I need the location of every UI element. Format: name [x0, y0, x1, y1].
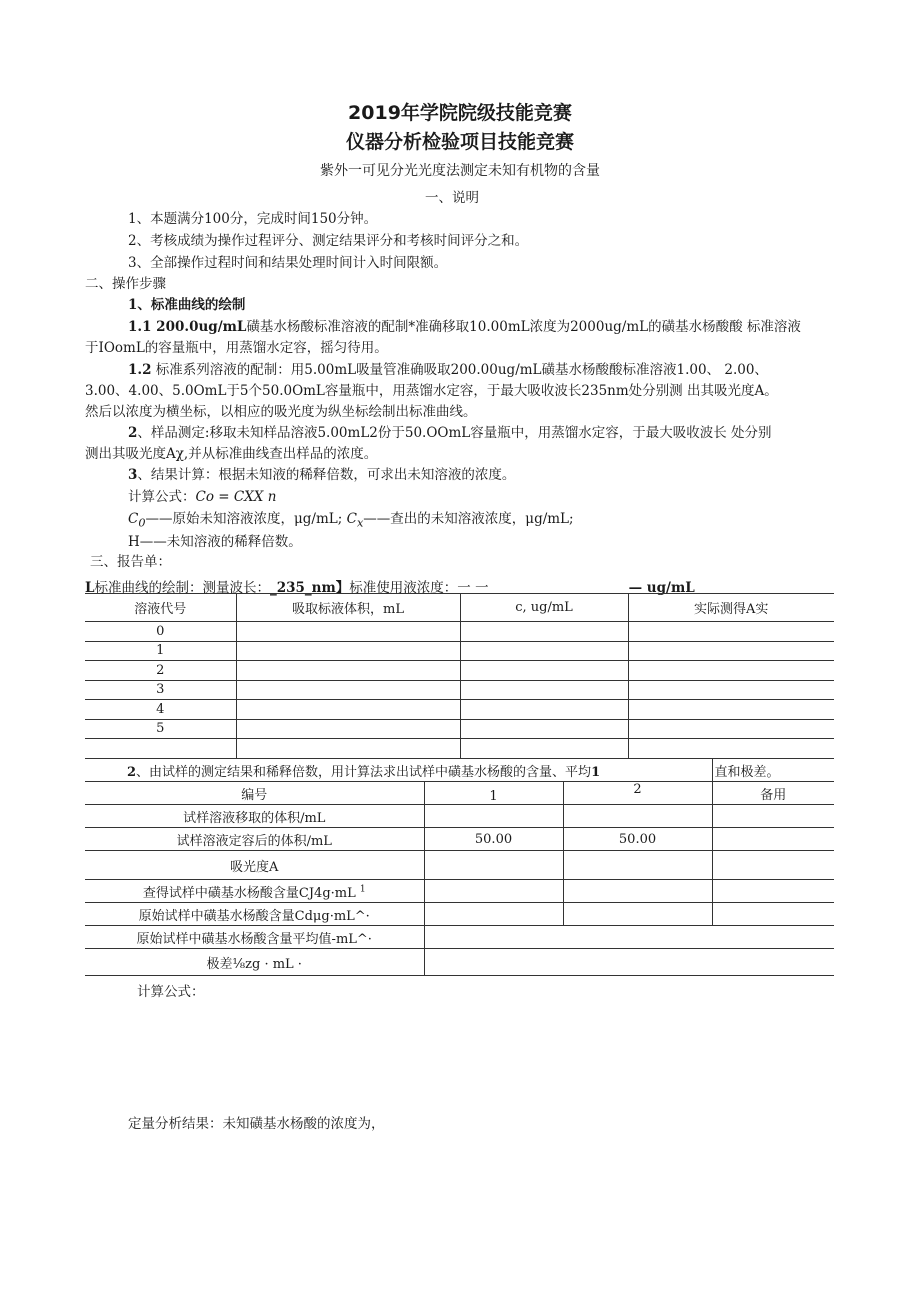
cell-value-1[interactable] — [424, 805, 563, 828]
step12-text: 标准系列溶液的配制：用5.00mL吸量管准确吸取200.00ug/mL磺基水杨酸酸标准溶液1.00、 2.00、 — [151, 362, 768, 378]
caption-row — [85, 759, 834, 782]
section1-heading: 一、说明 — [425, 190, 479, 206]
step3-line1 — [128, 466, 515, 485]
cell-spare[interactable] — [712, 805, 834, 828]
cell-value-2[interactable] — [563, 805, 712, 828]
avg-label: 原始试样中磺基水杨酸含量平均值-mL^· — [85, 926, 424, 949]
cell-absorbance[interactable] — [628, 661, 834, 681]
formula-line — [128, 488, 276, 507]
table-row — [85, 926, 834, 949]
table-row — [85, 680, 834, 700]
step2-text: 、样品测定:移取未知样品溶液5.00mL2份于50.OOmL容量瓶中，用蒸馏水定容，于最大吸收波长 处分别 — [137, 425, 772, 441]
cell-absorbance[interactable] — [628, 680, 834, 700]
def1-symbol: C — [128, 511, 139, 527]
formula-label: 计算公式： — [128, 489, 196, 505]
cell-spare[interactable] — [712, 828, 834, 851]
row-label: 试样溶液移取的体积/mL — [85, 805, 424, 828]
step2-number: 2 — [128, 425, 138, 441]
quantitative-result: 定量分析结果：未知磺基水杨酸的浓度为， — [128, 1116, 385, 1132]
table-row — [85, 739, 834, 759]
cell-value-2[interactable] — [563, 851, 712, 880]
step1-title: 1、标准曲线的绘制 — [128, 297, 246, 313]
cell-concentration[interactable] — [460, 641, 628, 661]
row-label: 吸光度A — [85, 851, 424, 880]
table-row — [85, 949, 834, 976]
table-header-row — [85, 782, 834, 805]
step11-line1 — [128, 318, 801, 337]
calc-formula-label: 计算公式： — [137, 984, 205, 1000]
cell-concentration[interactable] — [460, 661, 628, 681]
step12-number: 1.2 — [128, 362, 152, 378]
table-row — [85, 700, 834, 720]
cell-spare[interactable] — [712, 903, 834, 926]
header-absorbance: 实际测得A实 — [628, 594, 834, 622]
row-code — [85, 739, 236, 759]
main-title: 2019年学院院级技能竞赛 — [348, 102, 572, 124]
row-label: 原始试样中磺基水杨酸含量Cdμg·mL^· — [85, 903, 424, 926]
cell-value-1[interactable] — [424, 880, 563, 903]
row-label-text: 查得试样中磺基水杨酸含量CJ4g·mL — [142, 885, 356, 901]
caption-text: 、由试样的测定结果和稀释倍数，用计算法求出试样中磺基水杨酸的含量、平均 — [136, 764, 592, 780]
cell-value-1[interactable]: 50.00 — [424, 828, 563, 851]
row-code: 3 — [85, 680, 236, 700]
note-item-2: 2、考核成绩为操作过程评分、测定结果评分和考核时间评分之和。 — [128, 233, 529, 249]
step11-number: 1.1 200.0ug/mL — [128, 319, 247, 335]
table-row — [85, 719, 834, 739]
cell-absorbance[interactable] — [628, 719, 834, 739]
cell-absorbance[interactable] — [628, 700, 834, 720]
cell-volume[interactable] — [236, 739, 460, 759]
header-solution-code: 溶液代号 — [85, 594, 236, 622]
cell-spare[interactable] — [712, 880, 834, 903]
cell-volume[interactable] — [236, 719, 460, 739]
section2-heading: 二、操作步骤 — [85, 276, 166, 292]
header-volume: 吸取标液体积，mL — [236, 594, 460, 622]
cell-value-1[interactable] — [424, 903, 563, 926]
step2-line1 — [128, 424, 772, 443]
cell-concentration[interactable] — [460, 739, 628, 759]
header-number: 编号 — [85, 782, 424, 805]
table-row — [85, 805, 834, 828]
table-row — [85, 661, 834, 681]
range-label: 极差⅛zg · mL · — [85, 949, 424, 976]
step12-line3: 然后以浓度为横坐标，以相应的吸光度为纵坐标绘制出标准曲线。 — [85, 404, 477, 420]
definition-line — [128, 510, 574, 533]
cell-concentration[interactable] — [460, 719, 628, 739]
range-value[interactable] — [424, 949, 834, 976]
cell-volume[interactable] — [236, 700, 460, 720]
step12-line2: 3.00、4.00、5.0OmL于5个50.0OmL容量瓶中，用蒸馏水定容，于最大吸收波长235nm处分别测 出其吸光度A。 — [85, 383, 778, 399]
step11-text: 磺基水杨酸标准溶液的配制*准确移取10.00mL浓度为2000ug/mL的磺基水杨酸酸 标准溶液 — [246, 319, 801, 335]
section3-heading: 三、报告单： — [90, 554, 171, 570]
step12-line1 — [128, 361, 768, 380]
caption-bold: 1 — [591, 764, 601, 780]
row-code: 1 — [85, 641, 236, 661]
table-row — [85, 880, 834, 903]
cell-absorbance[interactable] — [628, 739, 834, 759]
row-label — [85, 880, 424, 903]
row-code: 0 — [85, 622, 236, 642]
def1-text: ——原始未知溶液浓度，μg/mL; — [145, 511, 347, 527]
row-code: 5 — [85, 719, 236, 739]
cell-concentration[interactable] — [460, 622, 628, 642]
row-label: 试样溶液定容后的体积/mL — [85, 828, 424, 851]
report-line-a: L — [85, 580, 95, 596]
row-code: 4 — [85, 700, 236, 720]
step2-line2: 测出其吸光度Aχ,并从标准曲线查出样品的浓度。 — [85, 446, 378, 462]
cell-value-2[interactable] — [563, 880, 712, 903]
caption-number: 2 — [127, 764, 137, 780]
cell-value-1[interactable] — [424, 851, 563, 880]
table2-caption — [85, 759, 712, 782]
cell-absorbance[interactable] — [628, 641, 834, 661]
cell-volume[interactable] — [236, 661, 460, 681]
report-line-d: 标准使用液浓度：一 一 — [349, 580, 489, 596]
def2-text: ——查出的未知溶液浓度，μg/mL; — [363, 511, 574, 527]
avg-value[interactable] — [424, 926, 834, 949]
cell-volume[interactable] — [236, 680, 460, 700]
sample-result-table — [85, 758, 834, 976]
cell-concentration[interactable] — [460, 700, 628, 720]
table-row — [85, 903, 834, 926]
table-header-row — [85, 594, 834, 622]
row-label-sup: 1 — [359, 884, 366, 895]
step11-line2: 于IOomL的容量瓶中，用蒸馏水定容，摇匀待用。 — [85, 340, 388, 356]
cell-volume[interactable] — [236, 641, 460, 661]
cell-spare[interactable] — [712, 851, 834, 880]
cell-value-2[interactable]: 50.00 — [563, 828, 712, 851]
def2-subscript: x — [356, 516, 364, 530]
table-row — [85, 622, 834, 642]
table-row — [85, 828, 834, 851]
def1-subscript: 0 — [138, 516, 146, 530]
cell-concentration[interactable] — [460, 680, 628, 700]
note-item-1: 1、本题满分100分，完成时间150分钟。 — [128, 211, 378, 227]
formula: Co = CXX n — [195, 489, 277, 505]
header-concentration: c, ug/mL — [460, 594, 628, 622]
header-spare: 备用 — [712, 782, 834, 805]
standard-curve-table — [85, 593, 834, 759]
step3-number: 3 — [128, 467, 138, 483]
cell-volume[interactable] — [236, 622, 460, 642]
caption-tail: 直和极差。 — [712, 759, 834, 782]
row-code: 2 — [85, 661, 236, 681]
report-unit: — ug/mL — [628, 580, 695, 596]
sub-title: 仪器分析检验项目技能竞赛 — [345, 131, 574, 153]
def2-symbol: C — [346, 511, 357, 527]
table-row — [85, 641, 834, 661]
topic-title: 紫外一可见分光光度法测定未知有机物的含量 — [320, 163, 600, 179]
step3-text: 、结果计算：根据未知液的稀释倍数，可求出未知溶液的浓度。 — [137, 467, 516, 483]
def3-line: H——未知溶液的稀释倍数。 — [128, 534, 302, 550]
cell-absorbance[interactable] — [628, 622, 834, 642]
report-wavelength: _235_nm】 — [270, 580, 350, 596]
cell-value-2[interactable] — [563, 903, 712, 926]
note-item-3: 3、全部操作过程时间和结果处理时间计入时间限额。 — [128, 255, 448, 271]
header-sample-2: 2 — [563, 782, 712, 805]
table-row — [85, 851, 834, 880]
report-line-b: 标准曲线的绘制：测量波长： — [94, 580, 270, 596]
header-sample-1: 1 — [424, 782, 563, 805]
